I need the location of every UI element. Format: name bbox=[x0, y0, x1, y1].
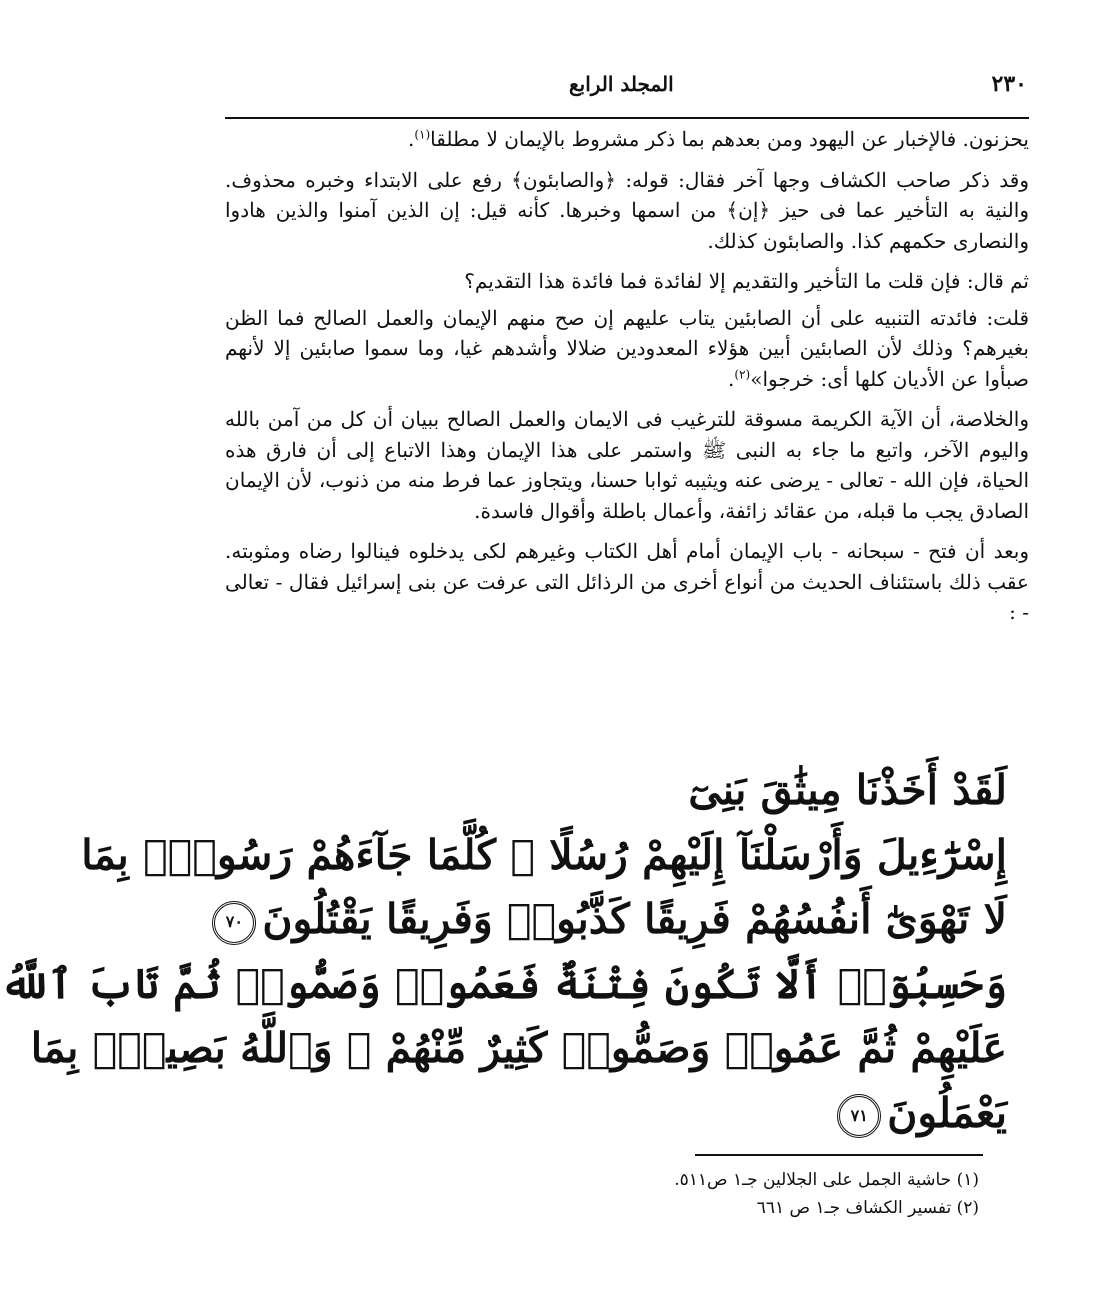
verse-line-3-text: لَا تَهْوَىٰٓ أَنفُسُهُمْ فَرِيقًا كَذَّبُوا۟ وَفَرِيقًا يَقْتُلُونَ bbox=[262, 895, 1007, 943]
header-divider bbox=[225, 117, 1029, 119]
verse-line-2: إِسْرَٰٓءِيلَ وَأَرْسَلْنَآ إِلَيْهِمْ رُسُلًا ۖ كُلَّمَا جَآءَهُمْ رَسُولٌۢ بِمَا bbox=[81, 830, 1007, 879]
page-number: ٢٣٠ bbox=[991, 71, 1027, 97]
verse-line-6 bbox=[277, 1081, 1007, 1146]
ayah-number-71: ٧١ bbox=[837, 1094, 881, 1138]
verse-line-1: لَقَدْ أَخَذْنَا مِيثَٰقَ بَنِىٓ bbox=[688, 766, 1007, 814]
paragraph-3: ثم قال: فإن قلت ما التأخير والتقديم إلا لفائدة فما فائدة هذا التقديم؟ bbox=[464, 269, 1029, 293]
verse-line-3 bbox=[225, 887, 1007, 952]
paragraph-1-end: . bbox=[407, 127, 415, 151]
verse-line-5: عَلَيْهِمْ ثُمَّ عَمُوا۟ وَصَمُّوا۟ كَثِيرٌ مِّنْهُمْ ۚ وَٱللَّهُ بَصِيرٌۢ بِمَا bbox=[30, 1024, 1007, 1072]
footnote-ref-1: (١) bbox=[414, 127, 431, 142]
volume-title: المجلد الرابع bbox=[569, 72, 674, 96]
paragraph-2: وقد ذكر صاحب الكشاف وجها آخر فقال: قوله: ﴿والصابئون﴾ رفع على الابتداء وخبره محذوف. والنية به التأخير عما فى حيز ﴿إن﴾ من اسمها وخبرها. كأنه قيل: إن الذين آمنوا والذين هادوا والنصارى حكمهم كذا. والصابئون كذلك. bbox=[225, 167, 1029, 253]
footnotes bbox=[579, 1166, 979, 1222]
verse-line-4: وَحَسِبُوٓا۟ أَلَّا تَكُونَ فِتْنَةٌ فَعَمُوا۟ وَصَمُّوا۟ ثُمَّ تَابَ ٱللَّهُ bbox=[0, 959, 1007, 1008]
ayah-number-70: ٧٠ bbox=[212, 901, 256, 945]
paragraph-5: والخلاصة، أن الآية الكريمة مسوقة للترغيب فى الايمان والعمل الصالح ببيان أن كل من آمن بالله واليوم الآخر، واتبع ما جاء به النبى ﷺ واستمر على هذا الإيمان وهذا الاتباع إلى أن فارق هذه الحياة، فإن الله - تعالى - يرضى عنه ويثيبه ثوابا حسنا، ويتجاوز عما فرط منه من ذنوب، لأن الإيمان الصادق يجب ما قبله، من عقائد زائفة، وأعمال باطلة وأقوال فاسدة. bbox=[225, 407, 1029, 523]
verse-line-6-text: يَعْمَلُونَ bbox=[887, 1088, 1007, 1137]
paragraph-4 bbox=[225, 303, 1029, 395]
footnote-2: (٢) تفسير الكشاف جـ١ ص ٦٦١ bbox=[756, 1198, 979, 1218]
body-text bbox=[225, 124, 1029, 638]
paragraph-4-end: . bbox=[728, 366, 735, 391]
paragraph-4-text: قلت: فائدته التنبيه على أن الصابئين يتاب عليهم إن صح منهم الإيمان والعمل الصالح فما الظن بغيرهم؟ وذلك لأن الصابئين أبين هؤلاء المعدودين ضلالا وأشدهم غيا، وما سموا صابئين إلا لأنهم صبأوا عن الأديان كلها أى: خرجوا» bbox=[225, 305, 1030, 391]
paragraph-1-text: يحزنون. فالإخبار عن اليهود ومن بعدهم بما ذكر مشروط بالإيمان لا مطلقا bbox=[430, 127, 1029, 151]
quran-verse-block bbox=[0, 758, 1007, 1145]
paragraph-1 bbox=[225, 124, 1029, 155]
paragraph-6: وبعد أن فتح - سبحانه - باب الإيمان أمام أهل الكتاب وغيرهم لكى يدخلوه فينالوا رضاه ومثوبته. عقب ذلك باستئناف الحديث من أنواع أخرى من الرذائل التى عرفت عن بنى إسرائيل فقال - تعالى - : bbox=[225, 539, 1029, 624]
page-header bbox=[229, 62, 1027, 106]
footnote-divider bbox=[695, 1154, 983, 1156]
footnote-1: (١) حاشية الجمل على الجلالين جـ١ ص٥١١. bbox=[674, 1170, 979, 1190]
footnote-ref-2: (٢) bbox=[734, 366, 751, 381]
